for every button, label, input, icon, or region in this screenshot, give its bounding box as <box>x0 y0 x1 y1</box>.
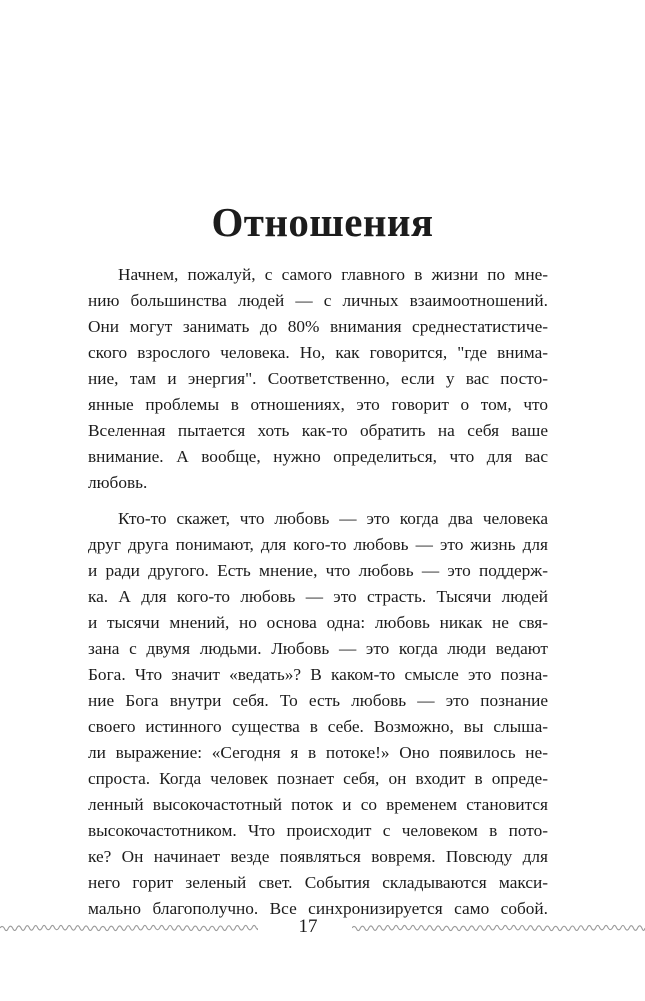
text-line: и ради другого. Есть мнение, что любовь — это поддерж- <box>88 561 548 580</box>
paragraph <box>88 262 548 496</box>
wave-ornament-right <box>352 921 645 935</box>
text-line: зана с двумя людьми. Любовь — это когда люди ведают <box>88 639 548 658</box>
text-line: ке? Он начинает везде появляться вовремя. Повсюду для <box>88 847 548 866</box>
text-line: ка. А для кого-то любовь — это страсть. Тысячи людей <box>88 587 548 606</box>
text-line: Вселенная пытается хоть как-то обратить на себя ваше <box>88 421 548 440</box>
page-footer <box>0 908 645 948</box>
text-line: своего истинного существа в себе. Возможно, вы слыша- <box>88 717 548 736</box>
text-line: внимание. А вообще, нужно определиться, что для вас <box>88 447 548 466</box>
text-line: ли выражение: «Сегодня я в потоке!» Оно появилось не- <box>88 743 548 762</box>
text-line: ние, там и энергия". Соответственно, если у вас посто- <box>88 369 548 388</box>
text-line: мально благополучно. Все синхронизируется само собой. <box>88 899 548 918</box>
chapter-title: Отношения <box>211 199 434 245</box>
text-line: друг друга понимают, для кого-то любовь — это жизнь для <box>88 535 548 554</box>
text-line: янные проблемы в отношениях, это говорит о том, что <box>88 395 548 414</box>
text-line: Начнем, пожалуй, с самого главного в жизни по мне- <box>118 265 548 284</box>
text-line: Они могут занимать до 80% внимания среднестатистиче- <box>88 317 548 336</box>
text-line: любовь. <box>88 473 148 492</box>
wave-ornament-left <box>0 921 258 935</box>
text-line: Бога. Что значит «ведать»? В каком-то смысле это позна- <box>88 665 548 684</box>
text-line: Кто-то скажет, что любовь — это когда два человека <box>118 509 548 528</box>
text-line: высокочастотником. Что происходит с человеком в пото- <box>88 821 548 840</box>
text-line: ленный высокочастотный поток и со временем становится <box>88 795 548 814</box>
text-line: и тысячи мнений, но основа одна: любовь никак не свя- <box>88 613 548 632</box>
text-line: ние Бога внутри себя. То есть любовь — это познание <box>88 691 548 710</box>
text-line: нию большинства людей — с личных взаимоотношений. <box>88 291 548 310</box>
text-line: него горит зеленый свет. События складываются макси- <box>88 873 548 892</box>
text-line: ского взрослого человека. Но, как говорится, "где внима- <box>88 343 548 362</box>
page-number: 17 <box>298 916 318 937</box>
text-line: спроста. Когда человек познает себя, он входит в опреде- <box>88 769 548 788</box>
paragraph <box>88 506 548 922</box>
body-text <box>88 262 548 932</box>
